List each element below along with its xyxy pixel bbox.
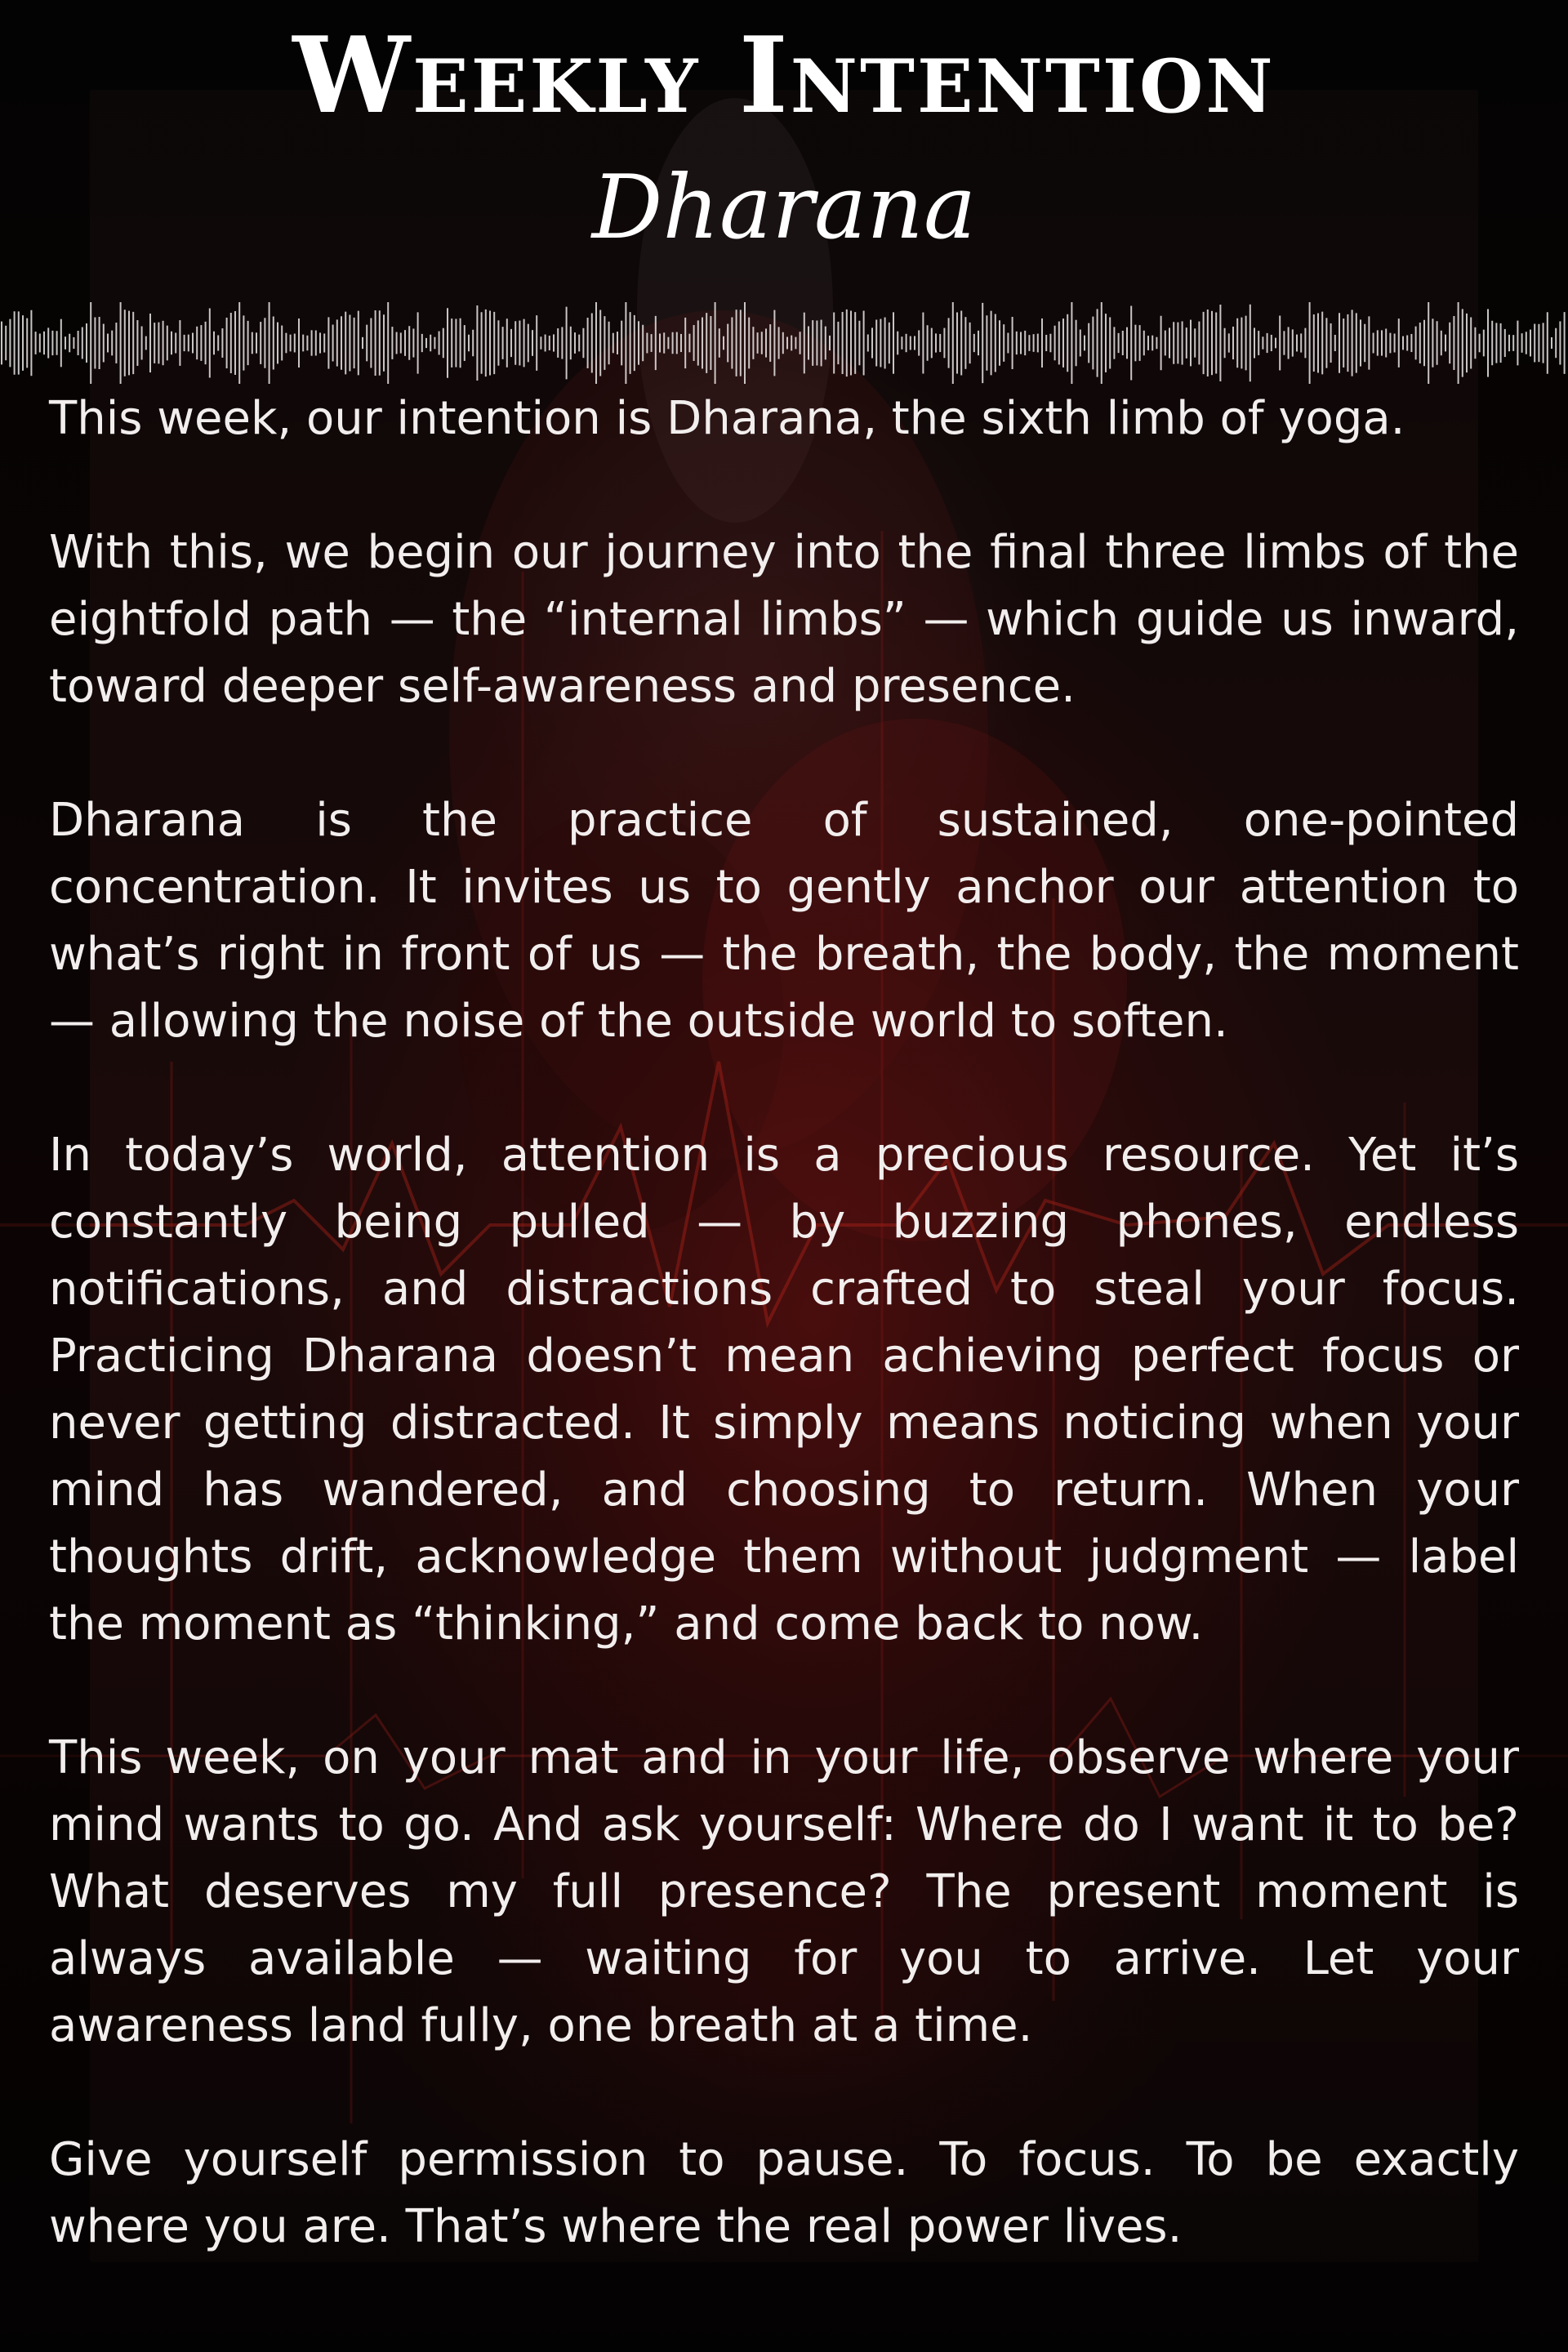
paragraph: This week, on your mat and in your life, observe where your mind wants to go. And ask yourself: Where do I want it to be? What deserves my full presence? The present moment is always available — waiting for you to arrive. Let your awareness land fully, one breath at a time. [49,1731,1519,2052]
soundwave-divider-icon [0,302,1568,384]
intention-body [49,385,1519,2261]
paragraph: Dharana is the practice of sustained, one-pointed concentration. It invites us to gently anchor our attention to what’s right in front of us — the breath, the body, the moment — allowing the noise of the outside world to soften. [49,794,1519,1048]
paragraph: With this, we begin our journey into the final three limbs of the eightfold path — the “internal limbs” — which guide us inward, toward deeper self-awareness and presence. [49,526,1519,713]
paragraph: Give yourself permission to pause. To focus. To be exactly where you are. That’s where the real power lives. [49,2133,1519,2253]
paragraph: This week, our intention is Dharana, the sixth limb of yoga. [49,392,1405,445]
paragraph: In today’s world, attention is a precious resource. Yet it’s constantly being pulled — by buzzing phones, endless notifications, and distractions crafted to steal your focus. Practicing Dharana doesn’t mean achieving perfect focus or never getting distracted. It simply means noticing when your mind has wandered, and choosing to return. When your thoughts drift, acknowledge them without judgment — label the moment as “thinking,” and come back to now. [49,1129,1519,1650]
page-subtitle: Dharana [591,157,977,259]
page-title: Weekly Intention [292,15,1276,137]
